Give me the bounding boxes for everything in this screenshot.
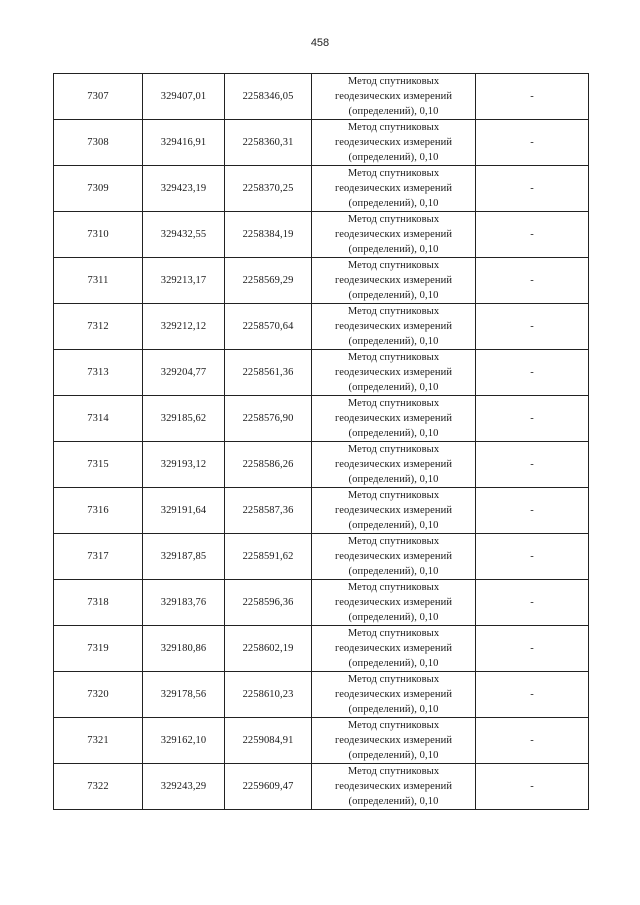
method-line: (определений), 0,10	[348, 474, 439, 485]
table-row	[54, 258, 589, 304]
x-coordinate-cell: 329432,55	[143, 212, 225, 258]
method-cell	[312, 626, 476, 672]
method-line: геодезических измерений	[334, 643, 453, 654]
description-cell: -	[476, 672, 589, 718]
method-line: Метод спутниковых	[347, 490, 440, 501]
table-row	[54, 120, 589, 166]
table-row	[54, 212, 589, 258]
method-line: Метод спутниковых	[347, 444, 440, 455]
y-coordinate-cell: 2258576,90	[225, 396, 312, 442]
table-row	[54, 396, 589, 442]
y-coordinate-cell: 2258596,36	[225, 580, 312, 626]
y-coordinate-cell: 2258561,36	[225, 350, 312, 396]
point-number-cell: 7322	[54, 764, 143, 810]
x-coordinate-cell: 329191,64	[143, 488, 225, 534]
y-coordinate-cell: 2258570,64	[225, 304, 312, 350]
y-coordinate-cell: 2258370,25	[225, 166, 312, 212]
description-cell: -	[476, 258, 589, 304]
method-line: Метод спутниковых	[347, 674, 440, 685]
point-number-cell: 7320	[54, 672, 143, 718]
method-line: Метод спутниковых	[347, 352, 440, 363]
method-line: геодезических измерений	[334, 275, 453, 286]
point-number-cell: 7313	[54, 350, 143, 396]
point-number-cell: 7309	[54, 166, 143, 212]
method-line: геодезических измерений	[334, 321, 453, 332]
point-number-cell: 7321	[54, 718, 143, 764]
table-row	[54, 764, 589, 810]
point-number-cell: 7310	[54, 212, 143, 258]
x-coordinate-cell: 329162,10	[143, 718, 225, 764]
x-coordinate-cell: 329212,12	[143, 304, 225, 350]
x-coordinate-cell: 329423,19	[143, 166, 225, 212]
table-row	[54, 304, 589, 350]
table-row	[54, 718, 589, 764]
method-line: (определений), 0,10	[348, 152, 439, 163]
y-coordinate-cell: 2258346,05	[225, 74, 312, 120]
description-cell: -	[476, 396, 589, 442]
method-cell	[312, 764, 476, 810]
coordinates-table-body	[54, 74, 589, 810]
method-cell	[312, 718, 476, 764]
y-coordinate-cell: 2258610,23	[225, 672, 312, 718]
method-cell	[312, 304, 476, 350]
table-row	[54, 166, 589, 212]
y-coordinate-cell: 2258587,36	[225, 488, 312, 534]
y-coordinate-cell: 2258569,29	[225, 258, 312, 304]
method-cell	[312, 258, 476, 304]
x-coordinate-cell: 329180,86	[143, 626, 225, 672]
x-coordinate-cell: 329416,91	[143, 120, 225, 166]
method-line: геодезических измерений	[334, 689, 453, 700]
x-coordinate-cell: 329213,17	[143, 258, 225, 304]
description-cell: -	[476, 488, 589, 534]
x-coordinate-cell: 329204,77	[143, 350, 225, 396]
method-line: Метод спутниковых	[347, 76, 440, 87]
method-line: (определений), 0,10	[348, 566, 439, 577]
x-coordinate-cell: 329178,56	[143, 672, 225, 718]
y-coordinate-cell: 2258591,62	[225, 534, 312, 580]
method-line: (определений), 0,10	[348, 796, 439, 807]
method-line: Метод спутниковых	[347, 168, 440, 179]
x-coordinate-cell: 329193,12	[143, 442, 225, 488]
description-cell: -	[476, 120, 589, 166]
method-cell	[312, 580, 476, 626]
method-line: (определений), 0,10	[348, 428, 439, 439]
method-cell	[312, 396, 476, 442]
table-row	[54, 534, 589, 580]
method-line: Метод спутниковых	[347, 766, 440, 777]
description-cell: -	[476, 166, 589, 212]
x-coordinate-cell: 329187,85	[143, 534, 225, 580]
method-line: (определений), 0,10	[348, 612, 439, 623]
table-row	[54, 74, 589, 120]
method-line: (определений), 0,10	[348, 382, 439, 393]
point-number-cell: 7315	[54, 442, 143, 488]
method-line: Метод спутниковых	[347, 214, 440, 225]
y-coordinate-cell: 2258586,26	[225, 442, 312, 488]
x-coordinate-cell: 329407,01	[143, 74, 225, 120]
method-line: Метод спутниковых	[347, 306, 440, 317]
method-line: геодезических измерений	[334, 183, 453, 194]
point-number-cell: 7318	[54, 580, 143, 626]
method-line: (определений), 0,10	[348, 198, 439, 209]
method-cell	[312, 672, 476, 718]
y-coordinate-cell: 2258602,19	[225, 626, 312, 672]
point-number-cell: 7319	[54, 626, 143, 672]
point-number-cell: 7312	[54, 304, 143, 350]
x-coordinate-cell: 329243,29	[143, 764, 225, 810]
page-number: 458	[310, 37, 330, 49]
method-line: (определений), 0,10	[348, 658, 439, 669]
table-row	[54, 672, 589, 718]
method-line: Метод спутниковых	[347, 536, 440, 547]
method-line: геодезических измерений	[334, 551, 453, 562]
x-coordinate-cell: 329183,76	[143, 580, 225, 626]
method-line: (определений), 0,10	[348, 750, 439, 761]
method-line: геодезических измерений	[334, 505, 453, 516]
method-line: Метод спутниковых	[347, 122, 440, 133]
method-line: Метод спутниковых	[347, 582, 440, 593]
method-line: Метод спутниковых	[347, 720, 440, 731]
method-line: Метод спутниковых	[347, 260, 440, 271]
method-cell	[312, 74, 476, 120]
point-number-cell: 7308	[54, 120, 143, 166]
method-line: Метод спутниковых	[347, 398, 440, 409]
method-cell	[312, 120, 476, 166]
method-line: геодезических измерений	[334, 137, 453, 148]
point-number-cell: 7311	[54, 258, 143, 304]
y-coordinate-cell: 2259084,91	[225, 718, 312, 764]
method-line: (определений), 0,10	[348, 106, 439, 117]
description-cell: -	[476, 212, 589, 258]
point-number-cell: 7314	[54, 396, 143, 442]
method-line: Метод спутниковых	[347, 628, 440, 639]
description-cell: -	[476, 304, 589, 350]
table-row	[54, 350, 589, 396]
method-line: геодезических измерений	[334, 735, 453, 746]
method-line: (определений), 0,10	[348, 520, 439, 531]
description-cell: -	[476, 626, 589, 672]
method-line: геодезических измерений	[334, 91, 453, 102]
method-line: (определений), 0,10	[348, 336, 439, 347]
table-row	[54, 442, 589, 488]
description-cell: -	[476, 718, 589, 764]
point-number-cell: 7316	[54, 488, 143, 534]
description-cell: -	[476, 764, 589, 810]
method-cell	[312, 488, 476, 534]
method-cell	[312, 442, 476, 488]
method-cell	[312, 212, 476, 258]
table-row	[54, 626, 589, 672]
description-cell: -	[476, 534, 589, 580]
method-line: (определений), 0,10	[348, 244, 439, 255]
y-coordinate-cell: 2259609,47	[225, 764, 312, 810]
y-coordinate-cell: 2258384,19	[225, 212, 312, 258]
description-cell: -	[476, 350, 589, 396]
y-coordinate-cell: 2258360,31	[225, 120, 312, 166]
method-cell	[312, 166, 476, 212]
description-cell: -	[476, 74, 589, 120]
x-coordinate-cell: 329185,62	[143, 396, 225, 442]
method-cell	[312, 350, 476, 396]
method-line: геодезических измерений	[334, 413, 453, 424]
method-line: геодезических измерений	[334, 459, 453, 470]
method-line: геодезических измерений	[334, 781, 453, 792]
point-number-cell: 7307	[54, 74, 143, 120]
description-cell: -	[476, 442, 589, 488]
method-line: геодезических измерений	[334, 229, 453, 240]
table-row	[54, 580, 589, 626]
method-line: (определений), 0,10	[348, 704, 439, 715]
method-line: (определений), 0,10	[348, 290, 439, 301]
method-cell	[312, 534, 476, 580]
table-row	[54, 488, 589, 534]
point-number-cell: 7317	[54, 534, 143, 580]
method-line: геодезических измерений	[334, 367, 453, 378]
coordinates-table	[53, 73, 589, 810]
description-cell: -	[476, 580, 589, 626]
method-line: геодезических измерений	[334, 597, 453, 608]
